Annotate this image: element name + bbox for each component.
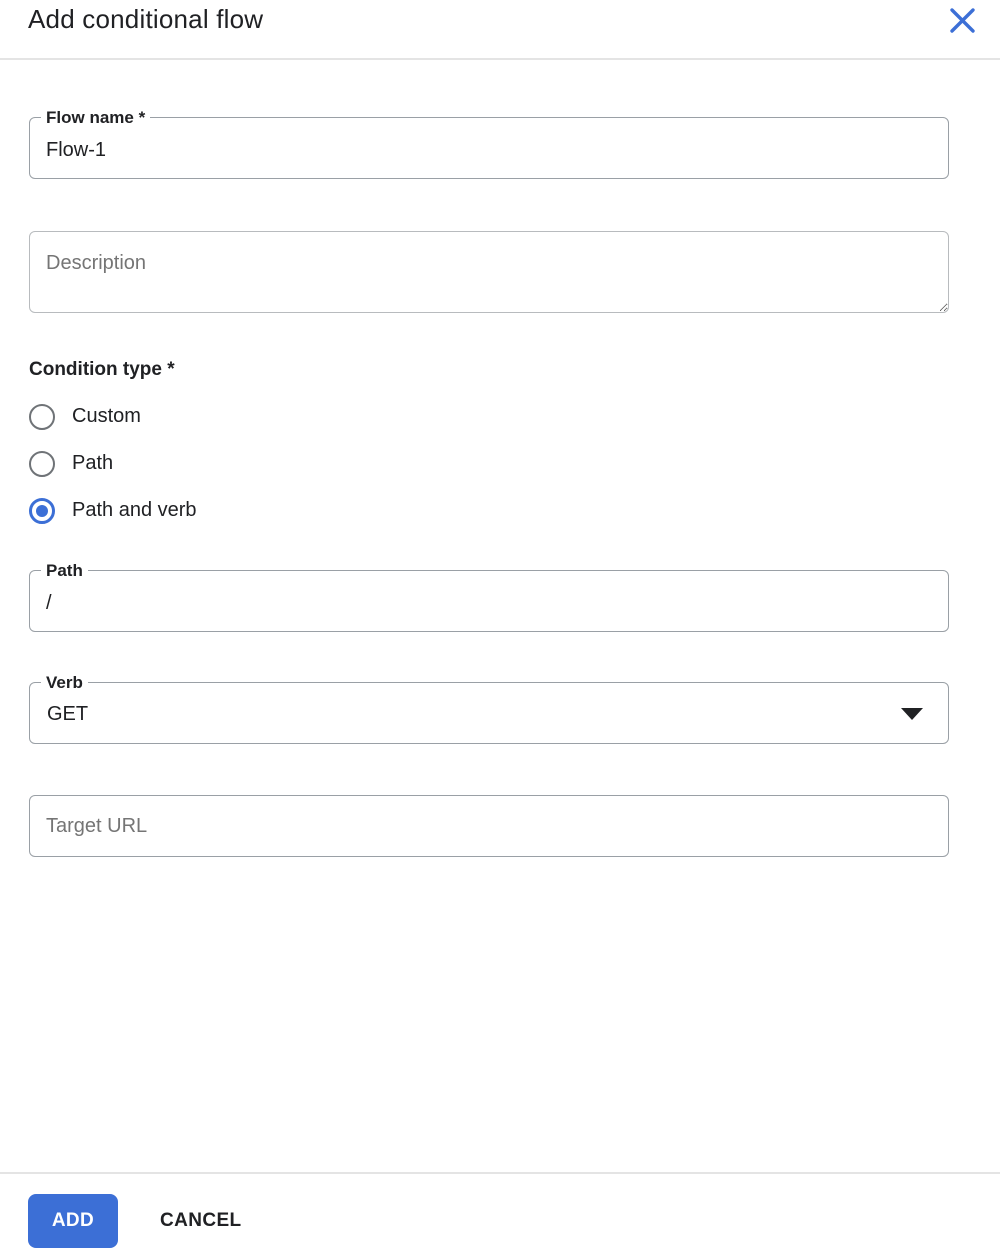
- radio-option-path[interactable]: [29, 440, 950, 487]
- radio-checked-icon[interactable]: [29, 498, 55, 524]
- dropdown-arrow-icon: [901, 708, 923, 720]
- path-field: [29, 561, 949, 632]
- radio-option-label: Path and verb: [72, 499, 197, 521]
- path-label: Path: [41, 561, 88, 581]
- target-url-input[interactable]: [29, 795, 949, 857]
- flow-name-label: Flow name *: [41, 108, 150, 128]
- dialog-header: [0, 0, 1000, 60]
- description-textarea[interactable]: [29, 231, 949, 313]
- verb-select[interactable]: [29, 673, 949, 744]
- radio-option-path-and-verb[interactable]: [29, 487, 950, 534]
- dialog-footer: [0, 1172, 1000, 1260]
- close-x-icon: [949, 22, 976, 37]
- radio-option-custom[interactable]: [29, 393, 950, 440]
- condition-type-radio-group: [29, 393, 950, 534]
- radio-option-label: Path: [72, 452, 114, 474]
- close-button[interactable]: [945, 3, 980, 38]
- cancel-button[interactable]: CANCEL: [160, 1210, 242, 1231]
- flow-name-input[interactable]: [30, 118, 948, 178]
- dialog-form: [0, 108, 1000, 857]
- verb-selected-value: GET: [47, 702, 89, 725]
- condition-type-label: Condition type *: [29, 359, 175, 380]
- radio-unchecked-icon[interactable]: [29, 451, 55, 477]
- add-button[interactable]: ADD: [28, 1194, 118, 1248]
- page-title: Add conditional flow: [28, 4, 264, 34]
- verb-label: Verb: [41, 673, 88, 693]
- radio-option-label: Custom: [72, 405, 141, 427]
- radio-unchecked-icon[interactable]: [29, 404, 55, 430]
- path-input[interactable]: [30, 571, 948, 631]
- flow-name-field: [29, 108, 949, 179]
